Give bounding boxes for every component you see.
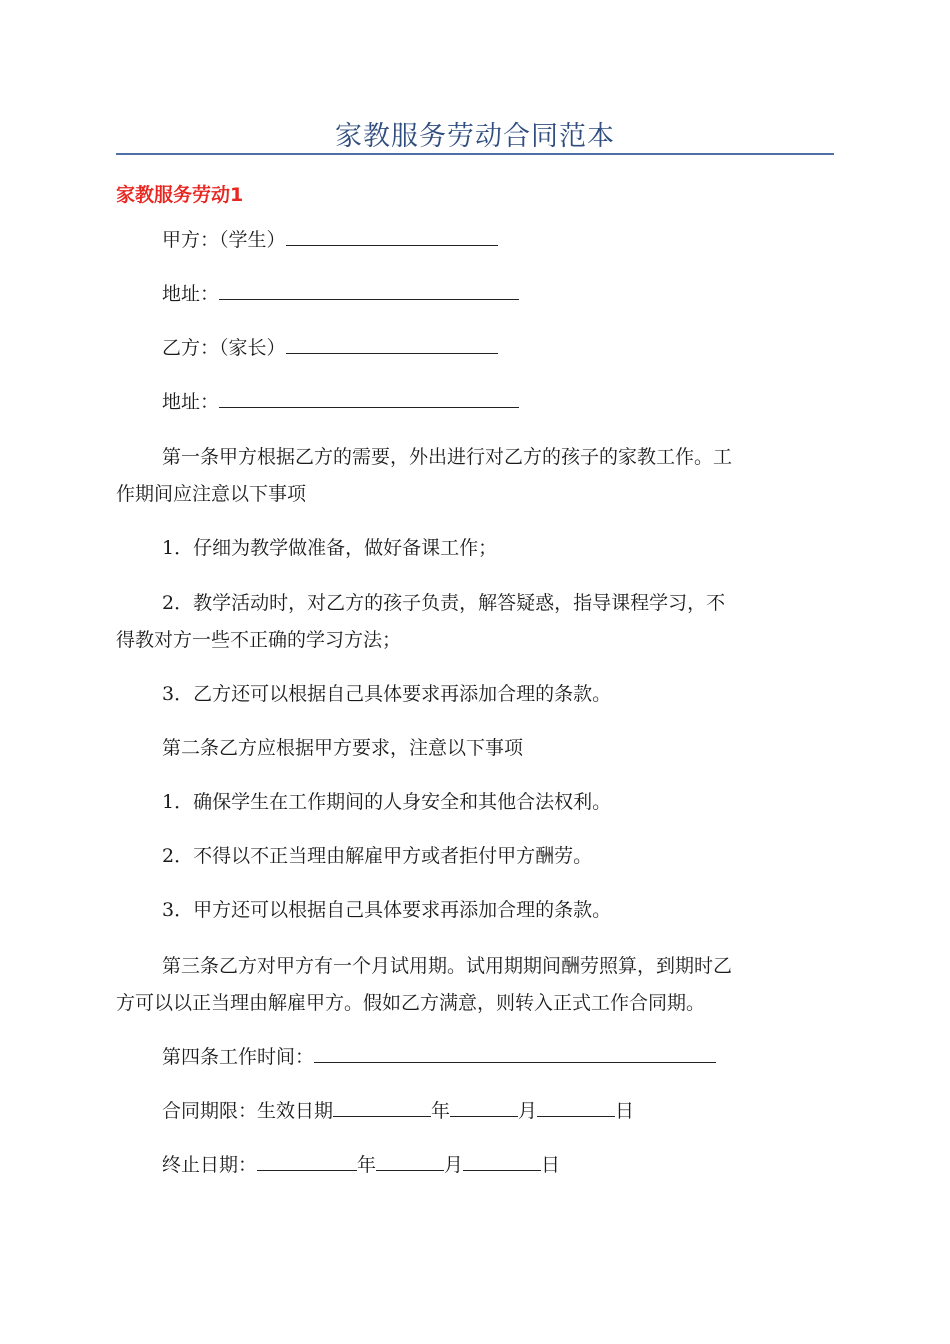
article-2-item-3: 3．甲方还可以根据自己具体要求再添加合理的条款。 [162,899,612,921]
start-day-blank [537,1096,615,1117]
party-a-line [116,222,882,258]
article-2-item-2: 2．不得以不正当理由解雇甲方或者拒付甲方酬劳。 [162,845,593,867]
article-3-line-2: 方可以以正当理由解雇甲方。假如乙方满意，则转入正式工作合同期。 [116,992,706,1014]
address-label: 地址： [162,391,220,413]
start-year-blank [333,1096,431,1117]
article-1-item-1: 1．仔细为教学做准备，做好备课工作； [162,537,498,559]
party-a-blank [286,225,498,246]
party-a-address-blank [219,279,519,300]
year-label: 年 [357,1154,377,1176]
party-b-line [116,330,882,366]
party-b-blank [286,333,498,354]
party-b-address-line [116,384,882,420]
contract-term-line [116,1093,882,1129]
document-title: 家教服务劳动合同范本 [335,121,615,152]
end-date-line [116,1147,882,1183]
end-date-label: 终止日期： [162,1154,258,1176]
party-a-label: 甲方：（学生） [162,229,286,251]
article-1-item-3: 3．乙方还可以根据自己具体要求再添加合理的条款。 [162,683,612,705]
section-heading: 家教服务劳动1 [116,184,244,206]
article-4-label: 第四条工作时间： [162,1046,315,1068]
day-label: 日 [541,1154,561,1176]
month-label: 月 [444,1154,464,1176]
article-1-item-2-line-2: 得教对方一些不正确的学习方法； [116,629,402,651]
end-month-blank [376,1150,444,1171]
party-b-label: 乙方：（家长） [162,337,286,359]
address-label: 地址： [162,283,220,305]
month-label: 月 [518,1100,538,1122]
article-2: 第二条乙方应根据甲方要求，注意以下事项 [162,737,524,759]
party-a-address-line [116,276,882,312]
start-month-blank [450,1096,518,1117]
end-year-blank [257,1150,357,1171]
work-time-blank [314,1042,716,1063]
title-divider [116,153,834,155]
article-1-item-2-line-1: 2．教学活动时，对乙方的孩子负责，解答疑惑，指导课程学习，不 [162,592,726,614]
term-label: 合同期限：生效日期 [162,1100,334,1122]
article-1-line-2: 作期间应注意以下事项 [116,483,307,505]
article-4-line [116,1039,882,1075]
day-label: 日 [615,1100,635,1122]
article-1-line-1: 第一条甲方根据乙方的需要，外出进行对乙方的孩子的家教工作。工 [162,446,733,468]
party-b-address-blank [219,387,519,408]
article-2-item-1: 1．确保学生在工作期间的人身安全和其他合法权利。 [162,791,612,813]
article-3-line-1: 第三条乙方对甲方有一个月试用期。试用期期间酬劳照算，到期时乙 [162,955,733,977]
end-day-blank [463,1150,541,1171]
year-label: 年 [431,1100,451,1122]
